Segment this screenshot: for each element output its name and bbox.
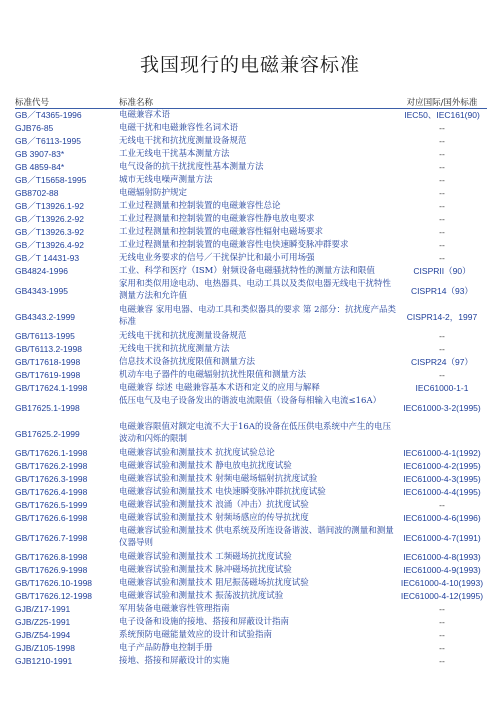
row-intl: IEC61000-1-1: [415, 383, 469, 393]
row-name: 电磁干扰和电磁兼容性名词术语: [119, 123, 239, 133]
row-name: 军用装备电磁兼容性管理指南: [119, 604, 230, 614]
table-row: [15, 343, 487, 356]
row-intl: --: [439, 188, 445, 198]
row-code: GB/T17626.5-1999: [15, 500, 88, 510]
row-intl: IEC61000-4-2(1995): [403, 461, 481, 471]
row-intl: --: [439, 175, 445, 185]
row-intl: IEC61000-4-7(1991): [403, 533, 481, 543]
row-code: GB4343-1995: [15, 286, 68, 296]
row-name: 城市无线电噪声测量方法: [119, 175, 213, 185]
row-intl: IEC61000-4-10(1993): [400, 578, 484, 588]
row-code: GB／T 14431-93: [15, 253, 80, 263]
table-row: [15, 213, 487, 226]
row-intl: IEC61000-4-9(1993): [403, 565, 481, 575]
row-intl: --: [439, 201, 445, 211]
row-intl: IEC61000-4-6(1996): [403, 513, 481, 523]
table-row: [15, 148, 487, 161]
row-name: 电磁兼容试验和测量技术 浪涌（冲击）抗扰度试验: [119, 500, 309, 510]
row-code: GB／T13926.4-92: [15, 240, 84, 250]
row-intl: --: [439, 331, 445, 341]
row-code: GJB/Z54-1994: [15, 630, 71, 640]
row-code: GB17625.1-1998: [15, 403, 80, 413]
table-row: [15, 109, 487, 123]
row-code: GB／T13926.2-92: [15, 214, 84, 224]
table-row: [15, 551, 487, 564]
table-row: [15, 564, 487, 577]
row-name: 系统预防电磁能量效应的设计和试验指南: [119, 630, 273, 640]
table-row: [15, 356, 487, 369]
row-name: 工业、科学和医疗（ISM）射频设备电磁骚扰特性的测量方法和限值: [119, 266, 375, 276]
table-row: [15, 421, 487, 447]
row-name: 家用和类似用途电动、电热器具、电动工具以及类似电器无线电干扰特性测量方法和允许值: [119, 279, 392, 301]
row-intl: IEC61000-4-12(1995): [400, 591, 484, 601]
header-name: 标准名称: [119, 94, 397, 109]
table-row: [15, 174, 487, 187]
row-intl: --: [439, 136, 445, 146]
row-intl: --: [439, 240, 445, 250]
row-code: GJB76-85: [15, 123, 54, 133]
row-name: 电磁兼容试验和测量技术 供电系统及所连设备谐波、谐间波的测量和测量仪器导则: [119, 526, 394, 548]
row-name: 低压电气及电子设备发出的谐波电流限值（设备每相输入电流≤16A）: [119, 396, 382, 406]
row-intl: --: [439, 630, 445, 640]
row-code: GB17625.2-1999: [15, 429, 80, 439]
table-row: [15, 499, 487, 512]
table-row: [15, 655, 487, 668]
row-name: 电磁兼容试验和测量技术 静电放电抗扰度试验: [119, 461, 292, 471]
row-name: 无线电干扰和抗扰度测量设备规范: [119, 136, 247, 146]
row-code: GB/T17626.3-1998: [15, 474, 88, 484]
row-intl: IEC61000-4-4(1995): [403, 487, 481, 497]
row-name: 电磁兼容试验和测量技术 振荡波抗扰度试验: [119, 591, 284, 601]
row-name: 工业过程测量和控制装置的电磁兼容性电快速瞬变脉冲群要求: [119, 240, 349, 250]
row-name: 无线电业务要求的信号／干扰保护比和最小可用场强: [119, 253, 315, 263]
row-intl: --: [439, 253, 445, 263]
row-intl: IEC50、IEC161(90): [404, 110, 480, 120]
row-intl: --: [439, 162, 445, 172]
row-intl: --: [439, 656, 445, 666]
row-code: GB/T17619-1998: [15, 370, 81, 380]
row-intl: CISPR14-2，1997: [406, 312, 478, 322]
table-row: [15, 447, 487, 460]
row-code: GB／T4365-1996: [15, 110, 82, 120]
row-intl: --: [439, 344, 445, 354]
row-intl: --: [439, 500, 445, 510]
table-row: [15, 629, 487, 642]
row-name: 电磁兼容 综述 电磁兼容基本术语和定义的应用与解释: [119, 383, 320, 393]
row-code: GB/T17626.9-1998: [15, 565, 88, 575]
table-row: [15, 239, 487, 252]
table-row: [15, 135, 487, 148]
row-name: 电磁兼容试验和测量技术 抗扰度试验总论: [119, 448, 275, 458]
row-intl: --: [439, 227, 445, 237]
table-row: [15, 382, 487, 395]
row-code: GB／T15658-1995: [15, 175, 87, 185]
row-name: 工业无线电干扰基本测量方法: [119, 149, 230, 159]
row-code: GB／T13926.3-92: [15, 227, 84, 237]
row-code: GB4343.2-1999: [15, 312, 76, 322]
row-intl: CISPRII（90）: [413, 266, 471, 276]
row-name: 工业过程测量和控制装置的电磁兼容性总论: [119, 201, 281, 211]
page-title: 我国现行的电磁兼容标准: [139, 54, 360, 76]
table-row: [15, 252, 487, 265]
row-intl: --: [439, 370, 445, 380]
row-name: 电磁兼容限值对额定电流不大于16A的设备在低压供电系统中产生的电压波动和闪烁的限制: [119, 422, 391, 444]
row-name: 工业过程测量和控制装置的电磁兼容性静电放电要求: [119, 214, 315, 224]
row-name: 电磁兼容试验和测量技术 射频场感应的传导抗扰度: [119, 513, 309, 523]
table-row: [15, 265, 487, 278]
row-name: 电磁兼容 家用电器、电动工具和类似器具的要求 第 2部分：抗扰度产品类标准: [119, 305, 397, 327]
row-name: 信息技术设备抗扰度限值和测量方法: [119, 357, 256, 367]
row-name: 电磁兼容试验和测量技术 脉冲磁场抗扰度试验: [119, 565, 292, 575]
row-intl: --: [439, 617, 445, 627]
row-intl: IEC61000-4-1(1992): [403, 448, 481, 458]
table-row: [15, 187, 487, 200]
row-code: GB／T13926.1-92: [15, 201, 84, 211]
table-row: [15, 473, 487, 486]
row-code: GB/T17626.12-1998: [15, 591, 93, 601]
table-row: [15, 486, 487, 499]
row-code: GB/T17626.2-1998: [15, 461, 88, 471]
row-intl: IEC61000-3-2(1995): [403, 403, 481, 413]
row-code: GB/T17626.4-1998: [15, 487, 88, 497]
row-code: GB/T17626.8-1998: [15, 552, 88, 562]
table-row: [15, 226, 487, 239]
row-name: 电气设备的抗干扰扰度性基本测量方法: [119, 162, 264, 172]
table-row: [15, 525, 487, 551]
table-row: [15, 330, 487, 343]
row-name: 电子设备和设施的接地、搭接和屏蔽设计指南: [119, 617, 290, 627]
table-row: [15, 369, 487, 382]
row-code: GB／T6113-1995: [15, 136, 81, 146]
row-intl: IEC61000-4-3(1995): [403, 474, 481, 484]
header-code: 标准代号: [15, 94, 119, 109]
row-code: GB/T6113.2-1998: [15, 344, 82, 354]
row-code: GB/T6113-1995: [15, 331, 75, 341]
row-name: 接地、搭接和屏蔽设计的实施: [119, 656, 230, 666]
row-intl: --: [439, 604, 445, 614]
row-code: GJB/Z17-1991: [15, 604, 71, 614]
row-intl: CISPR14（93）: [411, 286, 473, 296]
header-intl: 对应国际/国外标准: [397, 94, 487, 109]
table-row: [15, 304, 487, 330]
row-code: GJB/Z105-1998: [15, 643, 76, 653]
table-header-row: [15, 94, 487, 109]
row-intl: CISPR24（97）: [411, 357, 473, 367]
row-code: GB8702-88: [15, 188, 59, 198]
row-intl: IEC61000-4-8(1993): [403, 552, 481, 562]
table-row: [15, 122, 487, 135]
row-intl: --: [439, 214, 445, 224]
table-row: [15, 512, 487, 525]
row-code: GB/T17626.10-1998: [15, 578, 93, 588]
table-row: [15, 616, 487, 629]
row-name: 电磁兼容术语: [119, 110, 171, 120]
row-name: 电磁兼容试验和测量技术 电快速瞬变脉冲群抗扰度试验: [119, 487, 326, 497]
table-row: [15, 590, 487, 603]
row-code: GB 3907-83*: [15, 149, 65, 159]
row-name: 机动车电子器件的电磁辐射抗扰性限值和测量方法: [119, 370, 307, 380]
table-row: [15, 460, 487, 473]
table-row: [15, 395, 487, 421]
table-row: [15, 278, 487, 304]
row-code: GB/T17626.1-1998: [15, 448, 88, 458]
row-intl: --: [439, 643, 445, 653]
row-code: GJB/Z25-1991: [15, 617, 71, 627]
row-name: 电子产品防静电控制手册: [119, 643, 213, 653]
table-row: [15, 642, 487, 655]
standards-table: [15, 94, 487, 668]
row-code: GB4824-1996: [15, 266, 68, 276]
row-code: GB/T17624.1-1998: [15, 383, 88, 393]
table-row: [15, 603, 487, 616]
row-code: GB/T17626.6-1998: [15, 513, 88, 523]
row-name: 电磁兼容试验和测量技术 阻尼振荡磁场抗扰度试验: [119, 578, 309, 588]
table-row: [15, 200, 487, 213]
row-intl: [397, 421, 487, 447]
row-code: GJB1210-1991: [15, 656, 73, 666]
row-name: 电磁辐射防护规定: [119, 188, 188, 198]
row-intl: --: [439, 123, 445, 133]
table-row: [15, 577, 487, 590]
row-intl: --: [439, 149, 445, 159]
row-name: 无线电干扰和抗扰度测量设备规范: [119, 331, 247, 341]
row-name: 电磁兼容试验和测量技术 射频电磁场辐射抗扰度试验: [119, 474, 318, 484]
row-code: GB/T17618-1998: [15, 357, 81, 367]
row-name: 无线电干扰和抗扰度测量方法: [119, 344, 230, 354]
row-code: GB 4859-84*: [15, 162, 65, 172]
table-row: [15, 161, 487, 174]
row-name: 电磁兼容试验和测量技术 工频磁场抗扰度试验: [119, 552, 292, 562]
row-code: GB/T17626.7-1998: [15, 533, 88, 543]
table-body: [15, 109, 487, 669]
row-name: 工业过程测量和控制装置的电磁兼容性辐射电磁场要求: [119, 227, 324, 237]
